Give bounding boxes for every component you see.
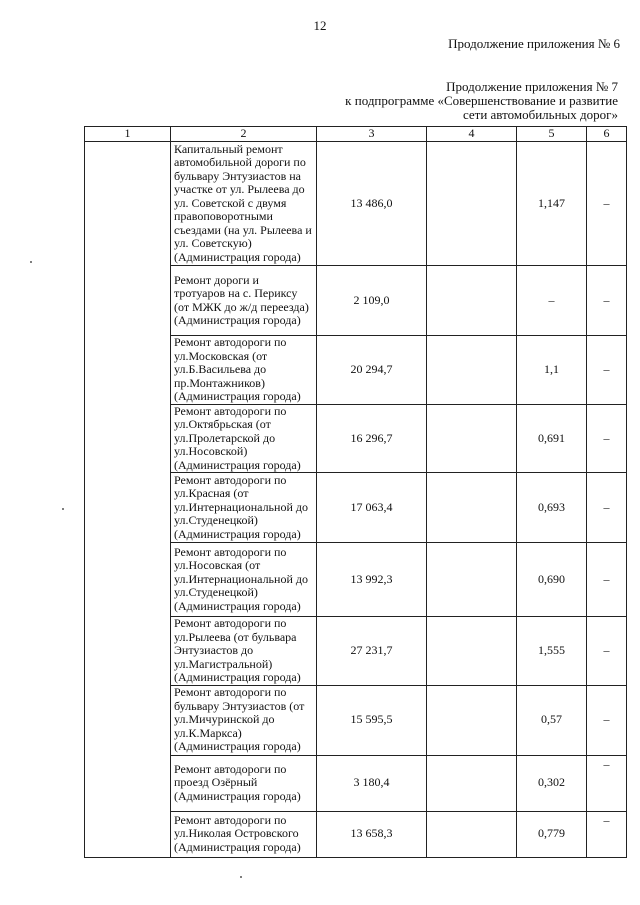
subheading-line-1: Продолжение приложения № 7 [446,79,618,94]
road-length: 0,690 [517,543,587,617]
column-header: 2 [171,127,317,142]
empty-column-1-cell [85,142,171,858]
column-4-cell [427,543,517,617]
funding-amount: 13 658,3 [317,811,427,857]
funding-amount: 16 296,7 [317,404,427,473]
column-4-cell [427,811,517,857]
page-number: 12 [313,18,327,33]
road-length: 0,57 [517,685,587,755]
column-4-cell [427,755,517,811]
column-header: 5 [517,127,587,142]
column-6-cell: – [587,142,627,266]
column-6-cell: – [587,473,627,543]
road-length: 1,1 [517,336,587,405]
table-row [85,142,627,266]
column-4-cell [427,336,517,405]
column-6-cell: – [587,617,627,686]
work-description: Ремонт дороги и тротуаров на с. Периксу (от МЖК до ж/д переезда) (Администрация города) [171,266,317,336]
funding-amount: 13 992,3 [317,543,427,617]
column-4-cell [427,473,517,543]
subheading-line-2: к подпрограмме «Совершенствование и развитие [345,93,618,108]
work-description: Ремонт автодороги по ул.Рылеева (от бульвара Энтузиастов до ул.Магистральной) (Администрация города) [171,617,317,686]
column-header: 3 [317,127,427,142]
appendix-label: Продолжение приложения № 6 [448,36,620,51]
scan-speck [62,508,64,510]
column-4-cell [427,685,517,755]
column-6-cell: – [587,404,627,473]
column-4-cell [427,404,517,473]
column-6-cell: – [587,685,627,755]
road-length: 0,302 [517,755,587,811]
column-4-cell [427,617,517,686]
funding-amount: 27 231,7 [317,617,427,686]
work-description: Ремонт автодороги по ул.Московская (от ул.Б.Васильева до пр.Монтажников) (Администрация города) [171,336,317,405]
funding-amount: 17 063,4 [317,473,427,543]
work-description: Ремонт автодороги по ул.Октябрьская (от ул.Пролетарской до ул.Носовской) (Администрация города) [171,404,317,473]
appendix-subheading [345,80,618,122]
column-6-cell: – [587,543,627,617]
road-length: 1,555 [517,617,587,686]
column-6-cell: – [587,266,627,336]
column-header: 6 [587,127,627,142]
funding-amount: 15 595,5 [317,685,427,755]
column-header: 1 [85,127,171,142]
road-length: 0,691 [517,404,587,473]
column-4-cell [427,142,517,266]
funding-amount: 13 486,0 [317,142,427,266]
scan-speck [30,261,32,263]
work-description: Ремонт автодороги по ул.Красная (от ул.Интернациональной до ул.Студенецкой) (Администрация города) [171,473,317,543]
work-description: Ремонт автодороги по ул.Николая Островского (Администрация города) [171,811,317,857]
column-6-cell: – [587,755,627,811]
column-4-cell [427,266,517,336]
work-description: Капитальный ремонт автомобильной дороги по бульвару Энтузиастов на участке от ул. Рылеева до ул. Советской с двумя правоповоротными съездами (на ул. Рылеева и ул. Советскую) (Администрация города) [171,142,317,266]
work-description: Ремонт автодороги по бульвару Энтузиастов (от ул.Мичуринской до ул.К.Маркса) (Администрация города) [171,685,317,755]
table-header-row [85,127,627,142]
road-repair-table [84,126,627,858]
column-6-cell: – [587,811,627,857]
work-description: Ремонт автодороги по ул.Носовская (от ул.Интернациональной до ул.Студенецкой) (Администрация города) [171,543,317,617]
scan-speck [240,876,242,878]
column-header: 4 [427,127,517,142]
road-length: – [517,266,587,336]
road-length: 0,779 [517,811,587,857]
column-6-cell: – [587,336,627,405]
funding-amount: 20 294,7 [317,336,427,405]
subheading-line-3: сети автомобильных дорог» [462,107,618,122]
road-length: 0,693 [517,473,587,543]
work-description: Ремонт автодороги по проезд Озёрный (Администрация города) [171,755,317,811]
funding-amount: 3 180,4 [317,755,427,811]
funding-amount: 2 109,0 [317,266,427,336]
road-length: 1,147 [517,142,587,266]
